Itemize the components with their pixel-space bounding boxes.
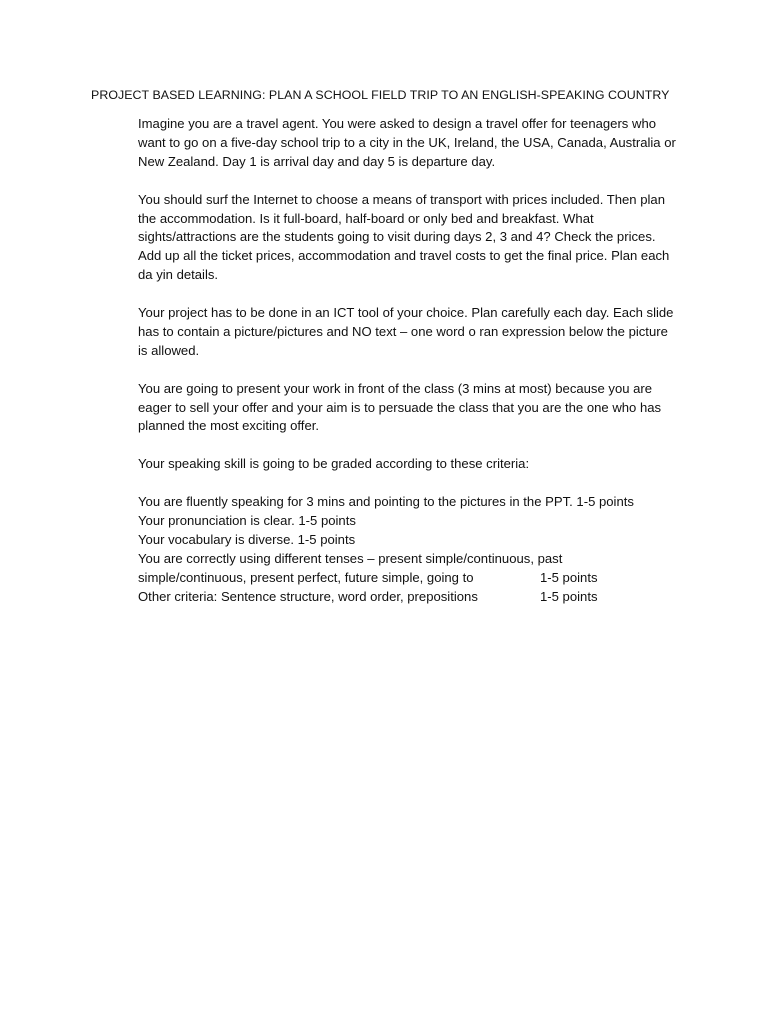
criteria-item [138, 569, 688, 588]
document-title: PROJECT BASED LEARNING: PLAN A SCHOOL FIELD TRIP TO AN ENGLISH-SPEAKING COUNTRY [91, 88, 670, 102]
criteria-item: You are correctly using different tenses – present simple/continuous, past [138, 550, 563, 566]
text-line: is allowed. [138, 342, 200, 358]
paragraph-intro [138, 115, 688, 172]
text-line: sights/attractions are the students going to visit during days 2, 3 and 4? Check the prices. [138, 229, 656, 245]
criteria-points: 1-5 points [540, 569, 598, 585]
text-line: You should surf the Internet to choose a means of transport with prices included. Then plan [138, 191, 665, 207]
criteria-list [138, 493, 688, 606]
text-line: Add up all the ticket prices, accommodation and travel costs to get the final price. Plan each [138, 248, 670, 264]
text-line: da yin details. [138, 267, 219, 283]
text-line: Imagine you are a travel agent. You were asked to design a travel offer for teenagers who [138, 116, 657, 131]
criteria-points: 1-5 points [540, 588, 598, 604]
paragraph-presentation [138, 380, 688, 437]
text-line: eager to sell your offer and your aim is to persuade the class that you are the one who has [138, 399, 662, 415]
text-line: New Zealand. Day 1 is arrival day and day 5 is departure day. [138, 153, 496, 169]
text-line: You are going to present your work in front of the class (3 mins at most) because you are [138, 380, 653, 396]
document-body [138, 115, 688, 606]
criteria-item: Your vocabulary is diverse. 1-5 points [138, 531, 356, 547]
criteria-text: Other criteria: Sentence structure, word order, prepositions [138, 588, 478, 604]
criteria-item [138, 588, 688, 607]
text-line: want to go on a five-day school trip to a city in the UK, Ireland, the USA, Canada, Australia or [138, 134, 676, 150]
text-line: Your speaking skill is going to be graded according to these criteria: [138, 456, 530, 472]
paragraph-planning [138, 191, 688, 286]
text-line: has to contain a picture/pictures and NO text – one word o ran expression below the picture [138, 323, 668, 339]
criteria-item: Your pronunciation is clear. 1-5 points [138, 512, 356, 528]
paragraph-grading-intro [138, 455, 688, 474]
paragraph-ict-tool [138, 304, 688, 361]
text-line: the accommodation. Is it full-board, half-board or only bed and breakfast. What [138, 210, 594, 226]
criteria-item: You are fluently speaking for 3 mins and pointing to the pictures in the PPT. 1-5 points [138, 494, 634, 510]
criteria-text: simple/continuous, present perfect, future simple, going to [138, 569, 474, 585]
text-line: planned the most exciting offer. [138, 418, 320, 434]
text-line: Your project has to be done in an ICT tool of your choice. Plan carefully each day. Each slide [138, 305, 674, 321]
